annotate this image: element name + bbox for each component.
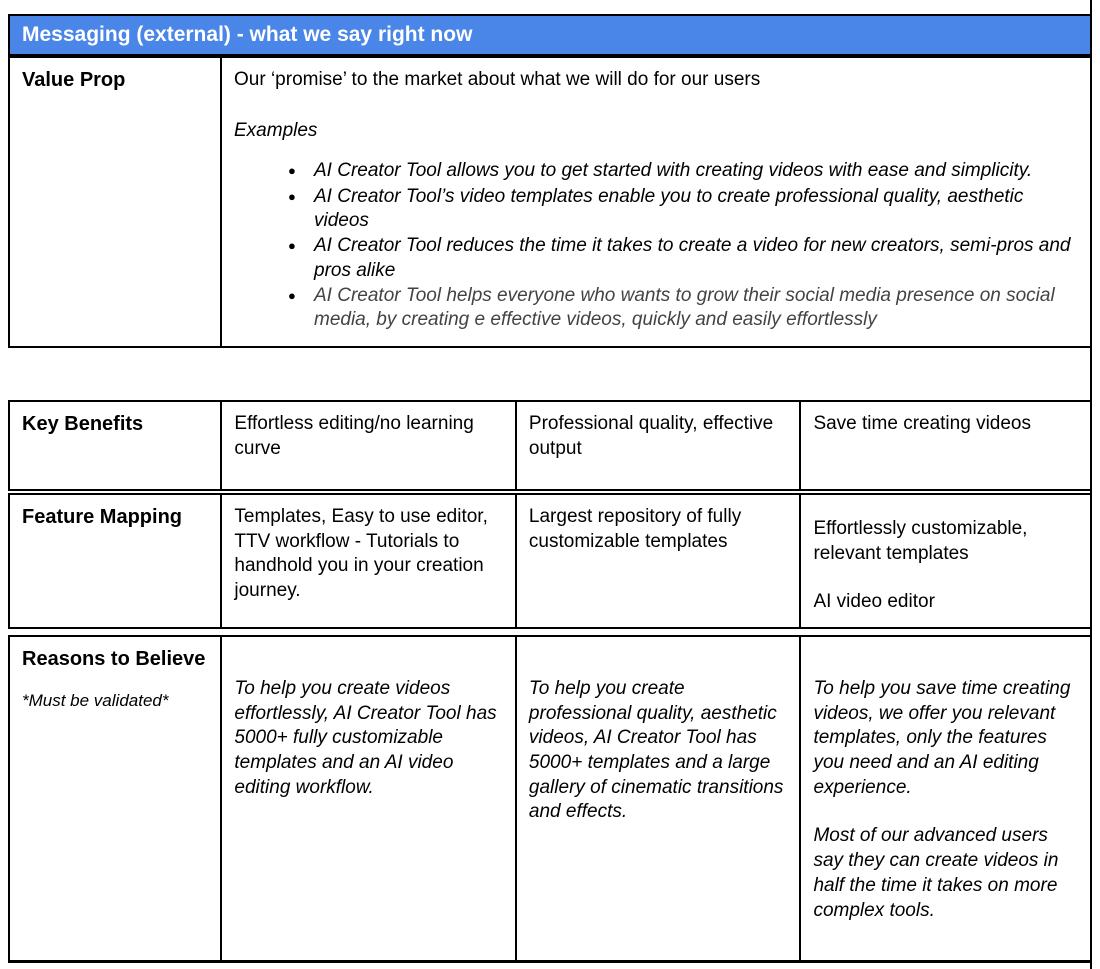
reasons-col3-text-1: To help you save time creating videos, we offer you relevant templates, only the features you need and an AI editing experience. <box>813 678 1071 798</box>
key-benefits-col3-text: Save time creating videos <box>813 413 1031 434</box>
row-label-feature-mapping: Feature Mapping <box>22 506 183 528</box>
reasons-col1-cell <box>221 636 516 962</box>
value-prop-lead-text: Our ‘promise’ to the market about what we will do for our users <box>234 69 761 90</box>
value-prop-content-cell <box>221 57 1091 347</box>
reasons-col3-cell <box>800 636 1091 962</box>
reasons-to-believe-validation-note: *Must be validated* <box>22 691 169 710</box>
key-benefits-col1-text: Effortless editing/no learning curve <box>234 413 474 459</box>
feature-mapping-col3-text-1: Effortlessly customizable, relevant templates <box>813 518 1028 564</box>
list-item: ● AI Creator Tool helps everyone who wants to grow their social media presence on social media, by creating e effective videos, quickly and easily effortlessly <box>288 284 1078 333</box>
table-row <box>9 636 1091 962</box>
table-row <box>9 57 1091 347</box>
header-cell <box>9 15 1091 55</box>
reasons-to-believe-table <box>8 635 1092 963</box>
reasons-col2-cell <box>516 636 801 962</box>
row-label-reasons-to-believe: Reasons to Believe <box>22 648 206 670</box>
feature-mapping-col3-cell <box>800 494 1091 628</box>
list-item: ● AI Creator Tool reduces the time it takes to create a video for new creators, semi-pros and pros alike <box>288 234 1078 283</box>
row-label-cell-value-prop <box>9 57 221 347</box>
row-label-cell-key-benefits <box>9 401 221 490</box>
reasons-col3-text-2: Most of our advanced users say they can create videos in half the time it takes on more complex tools. <box>813 825 1059 921</box>
table-row <box>9 15 1091 55</box>
key-benefits-col2-cell <box>516 401 801 490</box>
feature-mapping-col2-text: Largest repository of fully customizable templates <box>528 506 742 552</box>
examples-label: Examples <box>234 119 318 141</box>
value-prop-examples-list <box>234 159 1078 332</box>
list-item: ● AI Creator Tool’s video templates enable you to create professional quality, aesthetic videos <box>288 185 1078 234</box>
feature-mapping-table <box>8 493 1092 629</box>
row-label-cell-reasons-to-believe <box>9 636 221 962</box>
list-item: ● AI Creator Tool allows you to get started with creating videos with ease and simplicity. <box>288 159 1078 183</box>
feature-mapping-col2-cell <box>516 494 801 628</box>
feature-mapping-col1-text: Templates, Easy to use editor, TTV workflow - Tutorials to handhold you in your creation journey. <box>234 506 488 602</box>
key-benefits-col2-text: Professional quality, effective output <box>528 413 774 459</box>
reasons-col2-text: To help you create professional quality, aesthetic videos, AI Creator Tool has 5000+ templates and a large gallery of cinematic transitions and effects. <box>528 678 784 823</box>
reasons-col1-text: To help you create videos effortlessly, AI Creator Tool has 5000+ fully customizable templates and an AI video editing workflow. <box>234 678 497 798</box>
table-row <box>9 401 1091 490</box>
value-prop-table <box>8 56 1092 348</box>
key-benefits-col1-cell <box>221 401 516 490</box>
messaging-header-table <box>8 14 1092 56</box>
feature-mapping-col3-text-2: AI video editor <box>813 591 935 613</box>
table-row <box>9 494 1091 628</box>
key-benefits-table <box>8 400 1092 491</box>
feature-mapping-col1-cell <box>221 494 516 628</box>
page-title: Messaging (external) - what we say right now <box>22 23 473 46</box>
row-label-key-benefits: Key Benefits <box>22 413 144 435</box>
row-label-value-prop: Value Prop <box>22 69 126 91</box>
row-label-cell-feature-mapping <box>9 494 221 628</box>
key-benefits-col3-cell <box>800 401 1091 490</box>
